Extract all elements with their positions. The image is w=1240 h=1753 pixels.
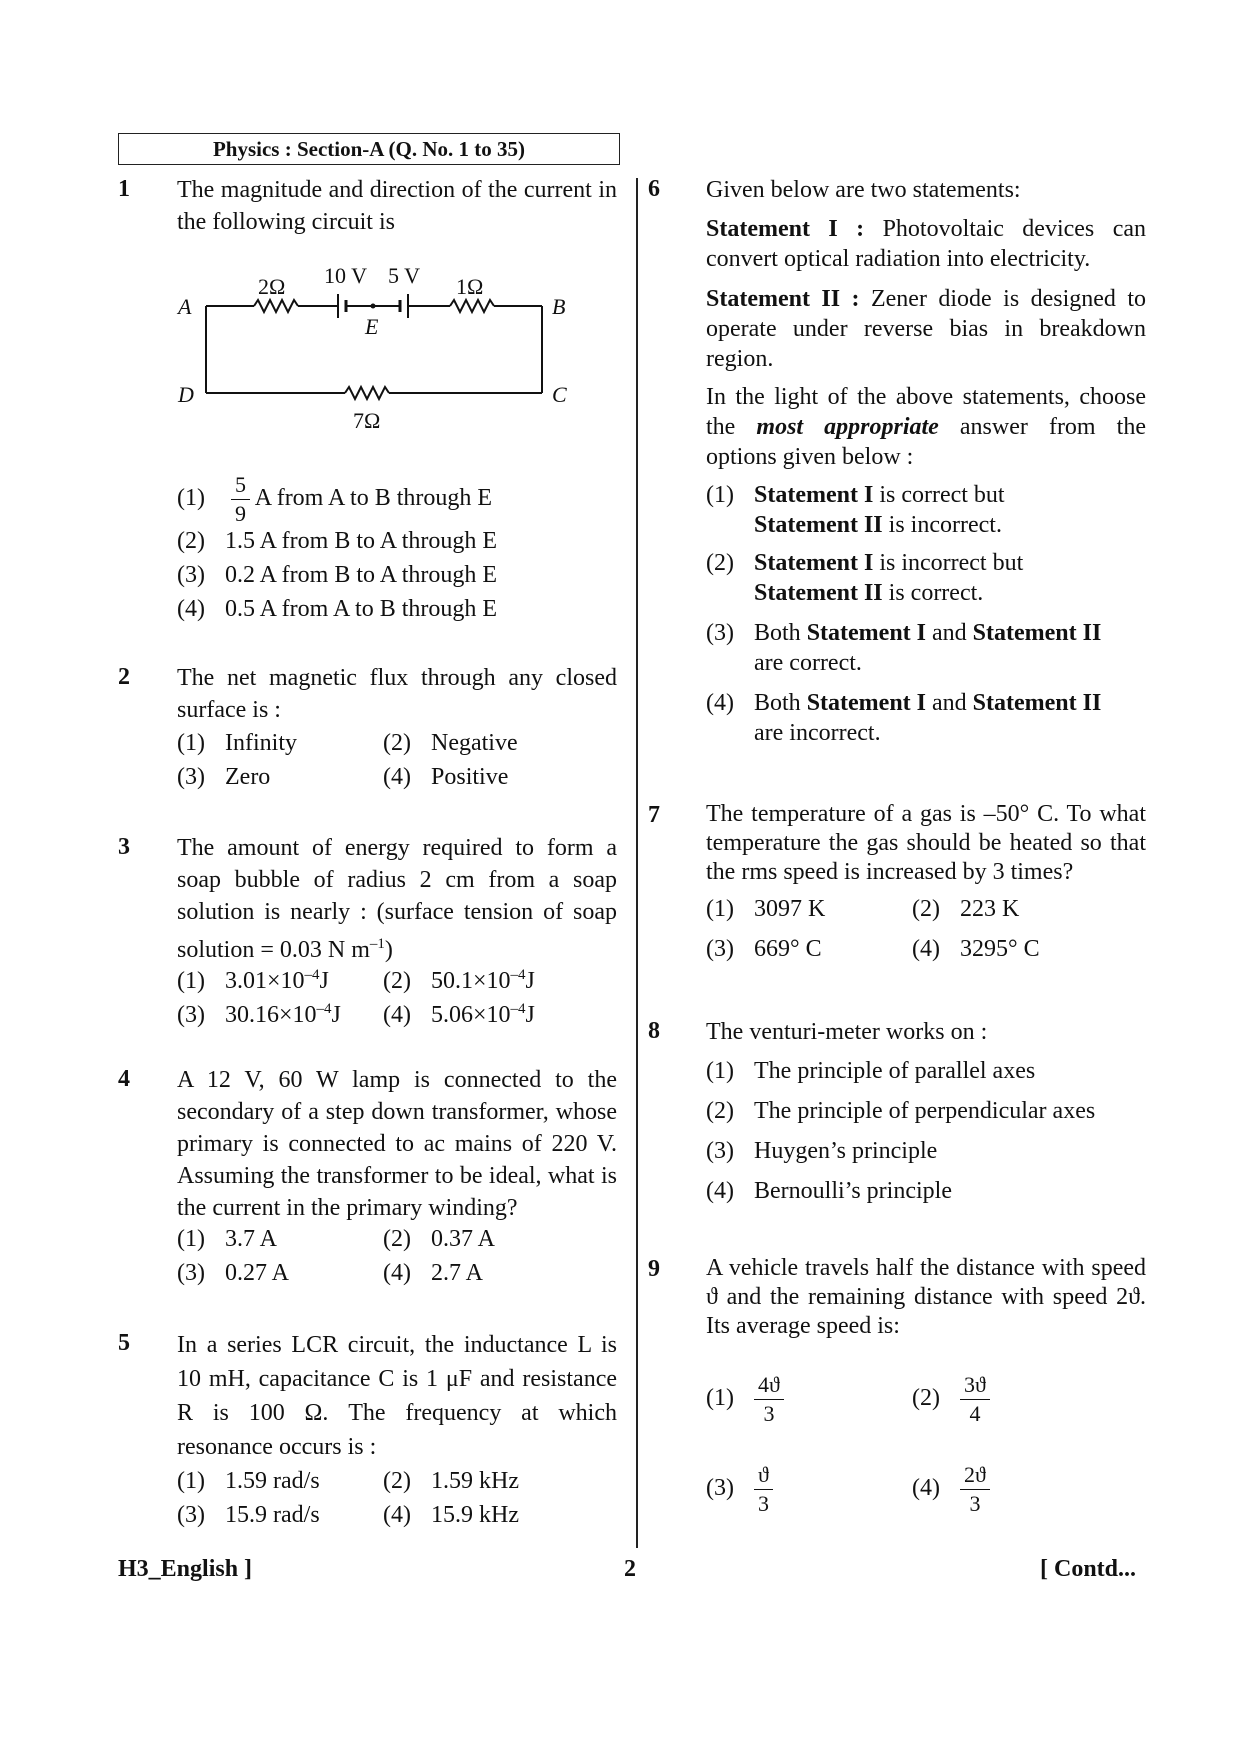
q4-option-3[interactable]: (3) 0.27 A bbox=[177, 1260, 290, 1286]
q9-option-3-fraction: $\frac{ϑ}{3}$ bbox=[754, 1464, 773, 1515]
q5-option-3[interactable]: (3) 15.9 rad/s bbox=[177, 1502, 320, 1528]
resistor-label-1ohm: 1Ω bbox=[456, 274, 484, 299]
q9-option-4[interactable]: (4) $\frac{2ϑ}{3}$ bbox=[912, 1464, 990, 1515]
question-9-text: A vehicle travels half the distance with speed ϑ and the remaining distance with speed 2ϑ. Its average speed is: bbox=[706, 1255, 1146, 1339]
resistor-label-7ohm: 7Ω bbox=[353, 408, 381, 433]
q1-option-1[interactable] bbox=[177, 474, 492, 525]
page-number: 2 bbox=[624, 1556, 636, 1582]
q1-option-1-text: A from A to B through E bbox=[254, 485, 493, 512]
q4-option-2[interactable]: (2) 0.37 A bbox=[383, 1226, 496, 1252]
q8-option-3[interactable]: (3) Huygen’s principle bbox=[706, 1138, 938, 1164]
statement-2: Statement II : Zener diode is designed to operate under reverse bias in breakdown region. bbox=[706, 286, 1147, 372]
q2-option-2[interactable]: (2) Negative bbox=[383, 730, 518, 756]
q9-option-2-fraction: $\frac{3ϑ}{4}$ bbox=[960, 1374, 990, 1425]
question-number-7: 7 bbox=[648, 802, 660, 828]
q4-option-4[interactable]: (4) 2.7 A bbox=[383, 1260, 484, 1286]
q1-option-4[interactable]: (4) 0.5 A from A to B through E bbox=[177, 596, 498, 622]
question-number-5: 5 bbox=[118, 1330, 130, 1356]
question-4-text: A 12 V, 60 W lamp is connected to the secondary of a step down transformer, whose primary is connected to ac mains of 220 V. Assuming the transformer to be ideal, what is the current in the primary winding? bbox=[177, 1067, 617, 1221]
question-number-1: 1 bbox=[118, 176, 130, 202]
battery-label-5v: 5 V bbox=[388, 263, 420, 288]
q9-option-3[interactable]: (3) $\frac{ϑ}{3}$ bbox=[706, 1464, 773, 1515]
footer-left: H3_English ] bbox=[118, 1556, 253, 1582]
q2-option-3[interactable]: (3) Zero bbox=[177, 764, 271, 790]
question-2-text: The net magnetic flux through any closed surface is : bbox=[177, 665, 617, 723]
question-number-4: 4 bbox=[118, 1066, 130, 1092]
q4-option-1[interactable]: (1) 3.7 A bbox=[177, 1226, 278, 1252]
footer-right: [ Contd... bbox=[1040, 1556, 1137, 1582]
q9-option-1-fraction: $\frac{4ϑ}{3}$ bbox=[754, 1374, 784, 1425]
statement-1: Statement I : Photovoltaic devices can convert optical radiation into electricity. bbox=[706, 216, 1146, 272]
question-number-9: 9 bbox=[648, 1256, 660, 1282]
q9-option-1[interactable]: (1) $\frac{4ϑ}{3}$ bbox=[706, 1374, 784, 1425]
node-label-a: A bbox=[178, 294, 192, 319]
q3-option-4[interactable]: (4) $5.06\times 10^{-4}J$ bbox=[383, 1001, 535, 1028]
q6-option-1[interactable]: (1) Statement I is correct but Statement II is incorrect. bbox=[706, 482, 1005, 538]
node-label-b: B bbox=[552, 294, 566, 319]
resistor-label-2ohm: 2Ω bbox=[258, 274, 286, 299]
q6-option-3[interactable]: (3) Both Statement I and Statement II are correct. bbox=[706, 620, 1102, 676]
question-7-text: The temperature of a gas is –50° C. To what temperature the gas should be heated so that the rms speed is increased by 3 times? bbox=[706, 801, 1146, 885]
q3-option-2[interactable]: (2) $50.1\times 10^{-4}J$ bbox=[383, 967, 535, 994]
section-title: Physics : Section-A (Q. No. 1 to 35) bbox=[118, 133, 620, 165]
circuit-diagram bbox=[170, 258, 590, 448]
q7-option-2[interactable]: (2) 223 K bbox=[912, 896, 1020, 922]
node-label-e: E bbox=[365, 314, 379, 339]
q8-option-1[interactable]: (1) The principle of parallel axes bbox=[706, 1058, 1036, 1084]
node-label-c: C bbox=[552, 382, 567, 407]
q5-option-1[interactable]: (1) 1.59 rad/s bbox=[177, 1468, 320, 1494]
q1-option-2[interactable]: (2) 1.5 A from B to A through E bbox=[177, 528, 498, 554]
question-6-text: Given below are two statements: bbox=[706, 177, 1021, 203]
node-label-d: D bbox=[178, 382, 194, 407]
q8-option-2[interactable]: (2) The principle of perpendicular axes bbox=[706, 1098, 1096, 1124]
q2-option-1[interactable]: (1) Infinity bbox=[177, 730, 297, 756]
q2-option-4[interactable]: (4) Positive bbox=[383, 764, 509, 790]
question-1-text: The magnitude and direction of the current in the following circuit is bbox=[177, 177, 617, 235]
q1-option-1-fraction: $\frac{5}{9}$ bbox=[231, 474, 250, 525]
question-number-6: 6 bbox=[648, 176, 660, 202]
column-divider bbox=[636, 178, 638, 1548]
q8-option-4[interactable]: (4) Bernoulli’s principle bbox=[706, 1178, 952, 1204]
q9-option-4-fraction: $\frac{2ϑ}{3}$ bbox=[960, 1464, 990, 1515]
q5-option-2[interactable]: (2) 1.59 kHz bbox=[383, 1468, 519, 1494]
question-5-text: In a series LCR circuit, the inductance L is 10 mH, capacitance C is 1 μF and resistance R is 100 Ω. The frequency at which resonance occurs is : bbox=[177, 1332, 617, 1460]
question-8-text: The venturi-meter works on : bbox=[706, 1019, 988, 1045]
q1-option-1-number: (1) bbox=[177, 485, 205, 512]
q6-option-4[interactable]: (4) Both Statement I and Statement II are incorrect. bbox=[706, 690, 1102, 746]
q9-option-2[interactable]: (2) $\frac{3ϑ}{4}$ bbox=[912, 1374, 990, 1425]
q1-option-3[interactable]: (3) 0.2 A from B to A through E bbox=[177, 562, 498, 588]
q7-option-3[interactable]: (3) 669° C bbox=[706, 936, 822, 962]
q5-option-4[interactable]: (4) 15.9 kHz bbox=[383, 1502, 519, 1528]
q3-option-1[interactable]: (1) $3.01\times 10^{-4}J$ bbox=[177, 967, 329, 994]
q7-option-1[interactable]: (1) 3097 K bbox=[706, 896, 826, 922]
q7-option-4[interactable]: (4) 3295° C bbox=[912, 936, 1040, 962]
question-6-instruction: In the light of the above statements, choose the most appropriate answer from the options given below : bbox=[706, 384, 1146, 470]
question-number-2: 2 bbox=[118, 664, 130, 690]
q3-option-3[interactable]: (3) $30.16\times 10^{-4}J$ bbox=[177, 1001, 341, 1028]
question-number-3: 3 bbox=[118, 834, 130, 860]
junction-e-dot bbox=[371, 304, 376, 309]
battery-label-10v: 10 V bbox=[324, 263, 367, 288]
question-3-text: The amount of energy required to form a soap bubble of radius 2 cm from a soap solution is nearly : (surface tension of soap solution = 0.03 N $m^{-1}$) bbox=[177, 835, 617, 963]
question-number-8: 8 bbox=[648, 1018, 660, 1044]
q6-option-2[interactable]: (2) Statement I is incorrect but Statement II is correct. bbox=[706, 550, 1024, 606]
